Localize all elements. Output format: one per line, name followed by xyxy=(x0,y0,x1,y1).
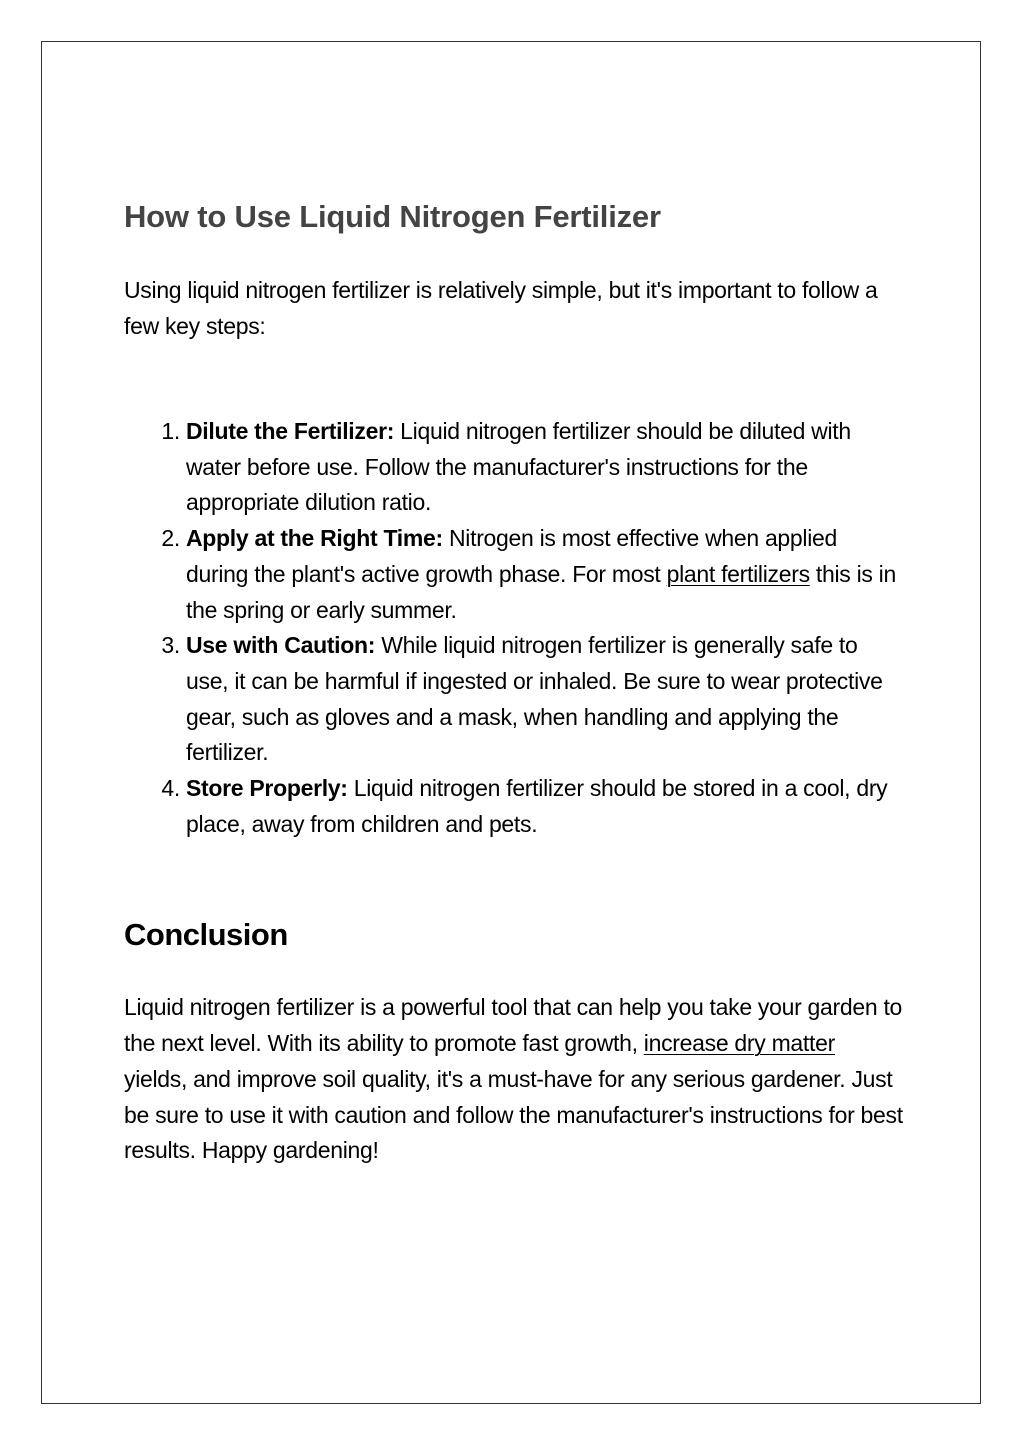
conclusion-title: Conclusion xyxy=(124,917,288,953)
intro-paragraph: Using liquid nitrogen fertilizer is relatively simple, but it's important to follow a few key steps: xyxy=(124,277,878,339)
plant-fertilizers-link[interactable]: plant fertilizers xyxy=(666,560,810,587)
step-text: While liquid nitrogen fertilizer is generally safe to use, it can be harmful if ingested or inhaled. Be sure to wear protective gear, such as gloves and a mask, when handling and applying the fertilizer. xyxy=(186,632,883,766)
conclusion-text: yields, and improve soil quality, it's a must-have for any serious gardener. Just be sure to use it with caution and follow the manufacturer's instructions for best results. Happy gardening! xyxy=(124,1065,903,1164)
list-item xyxy=(186,628,904,771)
increase-dry-matter-link[interactable]: increase dry matter xyxy=(643,1030,835,1057)
step-label: Use with Caution: xyxy=(186,632,376,659)
step-text: this is in the spring or early summer. xyxy=(186,560,896,623)
step-text: Liquid nitrogen fertilizer should be diluted with water before use. Follow the manufacturer's instructions for the appropriate dilution ratio. xyxy=(186,418,851,516)
step-text: Liquid nitrogen fertilizer should be stored in a cool, dry place, away from children and pets. xyxy=(186,775,888,837)
conclusion-text: Liquid nitrogen fertilizer is a powerful tool that can help you take your garden to the next level. With its ability to promote fast growth, xyxy=(124,994,903,1057)
list-item xyxy=(186,414,904,521)
list-item xyxy=(186,521,904,628)
document-content xyxy=(124,196,904,1169)
section-title: How to Use Liquid Nitrogen Fertilizer xyxy=(124,199,661,234)
conclusion-paragraph xyxy=(124,990,904,1169)
step-label: Dilute the Fertilizer: xyxy=(186,418,395,444)
steps-list xyxy=(124,414,904,842)
step-label: Apply at the Right Time: xyxy=(186,525,443,552)
list-item xyxy=(186,771,904,842)
step-label: Store Properly: xyxy=(186,775,348,802)
step-text: Nitrogen is most effective when applied during the plant's active growth phase. For most xyxy=(186,525,838,587)
